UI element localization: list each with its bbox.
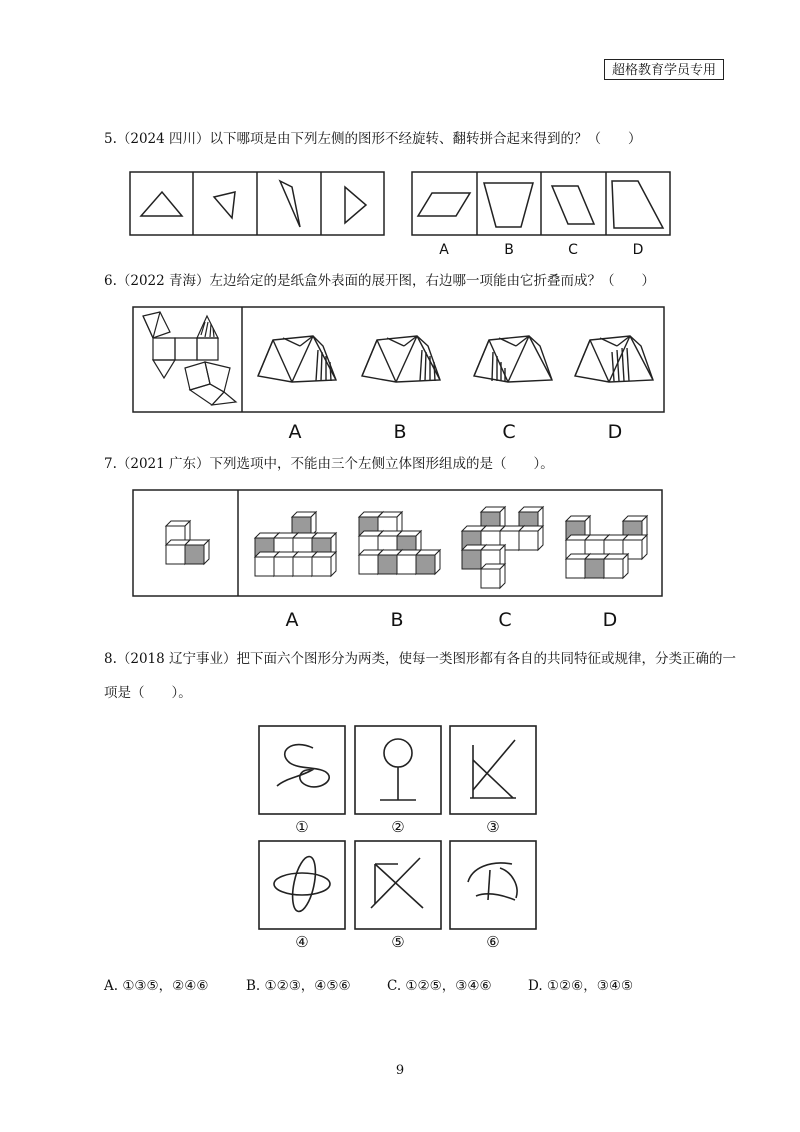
q8-figure-6-label: ⑥ [486,933,500,951]
question-7-text: 7.（2021 广东）下列选项中，不能由三个左侧立体图形组成的是（ ）。 [104,456,554,472]
q8-figure-6-box [450,841,536,929]
q8-answer-a[interactable]: A. ①③⑤，②④⑥ [104,978,209,994]
q6-option-b-label[interactable]: B [393,421,407,443]
q8-figure-1-curve [277,745,329,787]
q5-option-a-label[interactable]: A [439,242,449,258]
question-8-text-line1: 8.（2018 辽宁事业）把下面六个图形分为两类，使每一类图形都有各自的共同特征或规律，分类正确的一 [104,651,737,667]
q8-figure-3-lines [470,740,516,798]
header-stamp: 超格教育学员专用 [604,59,724,80]
q8-figure-1-box [259,726,345,814]
q6-option-c-label[interactable]: C [502,421,516,443]
q8-figure-5-label: ⑤ [391,933,405,951]
q8-figure-4-box [259,841,345,929]
q6-option-a-label[interactable]: A [288,421,302,443]
q8-figure-2-label: ② [391,818,405,836]
q7-option-a-label[interactable]: A [285,609,299,631]
q8-figure-4-label: ④ [295,933,309,951]
q8-figure-3-label: ③ [486,818,500,836]
q8-figure-2-pin [380,739,416,800]
question-8-text-line2: 项是（ ）。 [104,685,192,701]
q5-option-c-label[interactable]: C [568,242,578,258]
q8-figure-6-arcs [468,863,517,900]
page-number: 9 [395,1063,405,1078]
q8-figure-4-ellipses [274,855,330,914]
q5-option-b-label[interactable]: B [504,242,514,258]
q7-option-b-label[interactable]: B [390,609,404,631]
question-6-text: 6.（2022 青海）左边给定的是纸盒外表面的展开图，右边哪一项能由它折叠而成？（ ） [104,273,656,289]
q8-answer-c[interactable]: C. ①②⑤，③④⑥ [387,978,492,994]
question-5-text: 5.（2024 四川）以下哪项是由下列左侧的图形不经旋转、翻转拼合起来得到的？（ ） [104,131,642,147]
q8-answer-d[interactable]: D. ①②⑥，③④⑤ [528,978,634,994]
q8-figure-1-label: ① [295,818,309,836]
q8-figure-3-box [450,726,536,814]
q7-option-c-label[interactable]: C [498,609,512,631]
q7-option-d-label[interactable]: D [602,609,618,631]
q5-option-d-label[interactable]: D [632,242,644,258]
q8-figure-5-lines [371,858,423,908]
q8-answer-b[interactable]: B. ①②③，④⑤⑥ [246,978,351,994]
q6-option-d-label[interactable]: D [607,421,623,443]
